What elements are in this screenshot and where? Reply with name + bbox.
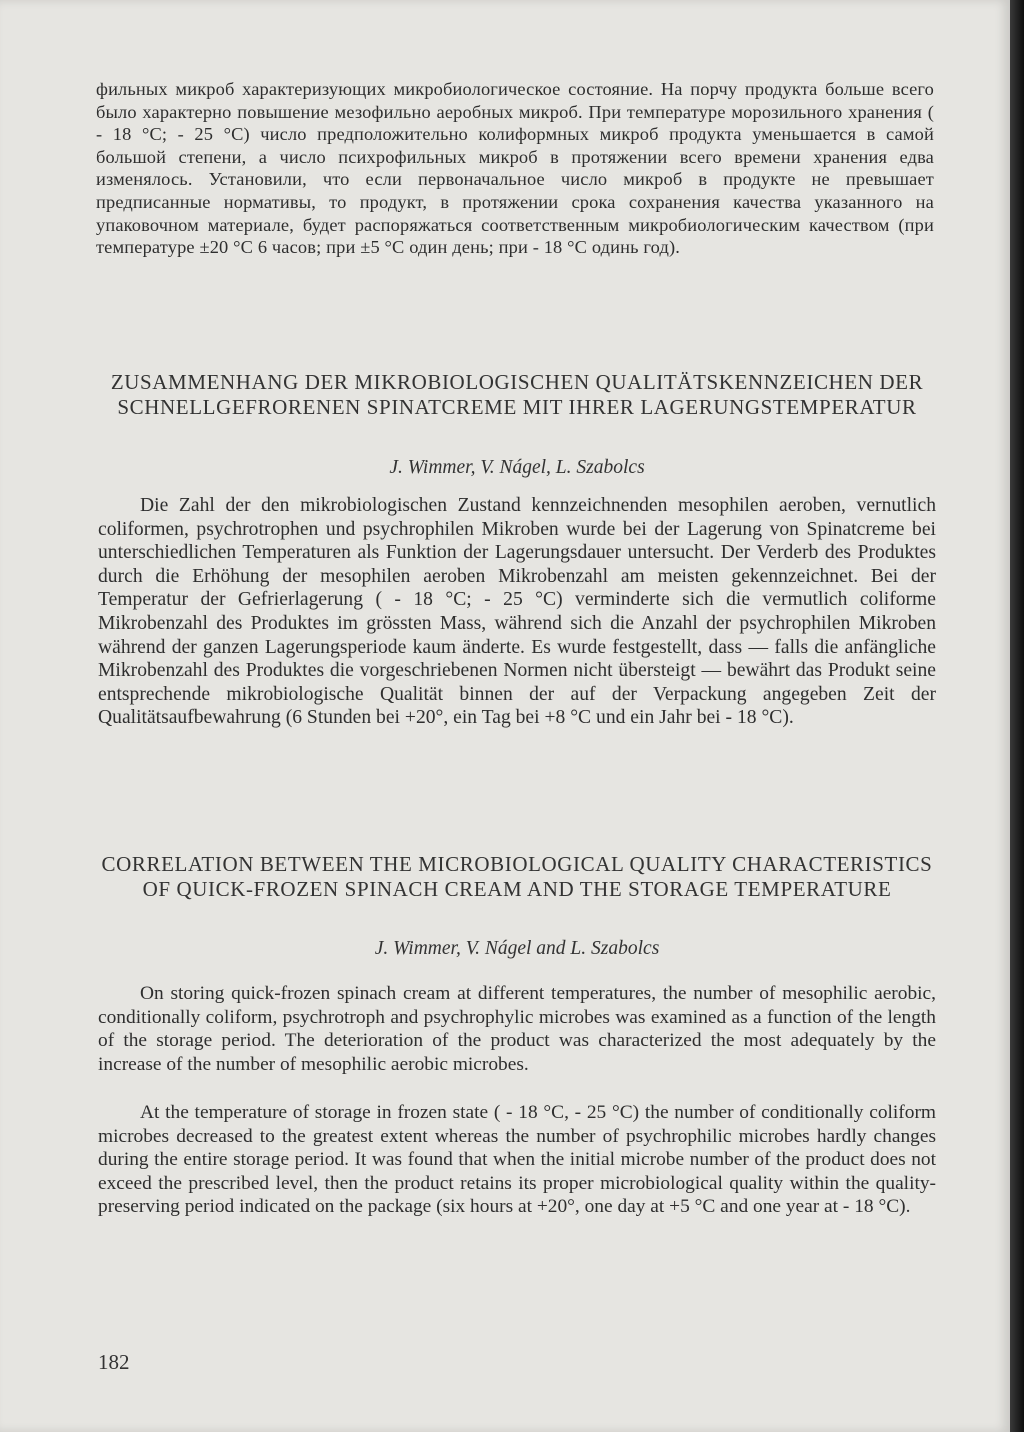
english-abstract-paragraph-1: On storing quick-frozen spinach cream at different temperatures, the number of mesophilic aerobic, conditionally coliform, psychrotroph and psychrophylic microbes was examined as a function of the length of the storage period. The deterioration of the product was characterized the most adequately by the increase of the number of mesophilic aerobic microbes. (98, 983, 936, 1075)
page-number: 182 (98, 1350, 130, 1374)
german-authors: J. Wimmer, V. Nágel, L. Szabolcs (389, 457, 645, 478)
english-title: CORRELATION BETWEEN THE MICROBIOLOGICAL QUALITY CHARACTERISTICS OF QUICK-FROZEN SPINACH CREAM AND THE STORAGE TEMPERATURE (101, 852, 933, 901)
russian-abstract-paragraph: фильных микроб характеризующих микробиологическое состояние. На порчу продукта больше всего было характерно повышение мезофильно аеробных микроб. При температуре морозильного хранения ( - 18 °C; - 25 °C) число предположительно колиформных микроб продукта уменьшается в самой большой степени, а число психрофильных микроб в протяжении всего времени хранения едва изменялось. Установили, что если первоначальное число микроб в продукте не превышает предписанные нормативы, то продукт, в протяжении срока сохранения качества указанного на упаковочном материале, будет распоряжаться соответственным микробиологическим качеством (при температуре ±20 °C 6 часов; при ±5 °C один день; при - 18 °C одинь год). (96, 79, 934, 258)
german-title: ZUSAMMENHANG DER MIKROBIOLOGISCHEN QUALITÄTSKENNZEICHEN DER SCHNELLGEFRORENEN SPINATCREME MIT IHRER LAGERUNGSTEMPERATUR (110, 370, 924, 419)
english-authors: J. Wimmer, V. Nágel and L. Szabolcs (374, 938, 660, 959)
german-abstract-paragraph: Die Zahl der den mikrobiologischen Zustand kennzeichnenden mesophilen aeroben, vernutlich coliformen, psychrotrophen und psychrophilen Mikroben wurde bei der Lagerung von Spinatcreme bei unterschiedlichen Temperaturen als Funktion der Lagerungsdauer untersucht. Der Verderb des Produktes durch die Erhöhung der mesophilen aeroben Mikrobenzahl am meisten gekennzeichnet. Bei der Temperatur der Gefrierlagerung ( - 18 °C; - 25 °C) verminderte sich die vermutlich coliforme Mikrobenzahl des Produktes im grössten Mass, während sich die Anzahl der psychrophilen Mikroben während der ganzen Lagerungsperiode kaum änderte. Es wurde festgestellt, dass — falls die anfängliche Mikrobenzahl des Produktes die vorgeschriebenen Normen nicht übersteigt — bewährt das Produkt seine entsprechende mikrobiologische Qualität binnen der auf der Verpackung angegeben Zeit der Qualitätsaufbewahrung (6 Stunden bei +20°, ein Tag bei +8 °C und ein Jahr bei - 18 °C). (98, 495, 936, 729)
english-abstract-paragraph-2: At the temperature of storage in frozen state ( - 18 °C, - 25 °C) the number of conditionally coliform microbes decreased to the greatest extent whereas the number of psychrophilic microbes hardly changes during the entire storage period. It was found that when the initial microbe number of the product does not exceed the prescribed level, then the product retains its proper microbiological quality within the quality-preserving period indicated on the package (six hours at +20°, one day at +5 °C and one year at - 18 °C). (98, 1102, 936, 1218)
scan-dark-edge (1010, 0, 1024, 1432)
